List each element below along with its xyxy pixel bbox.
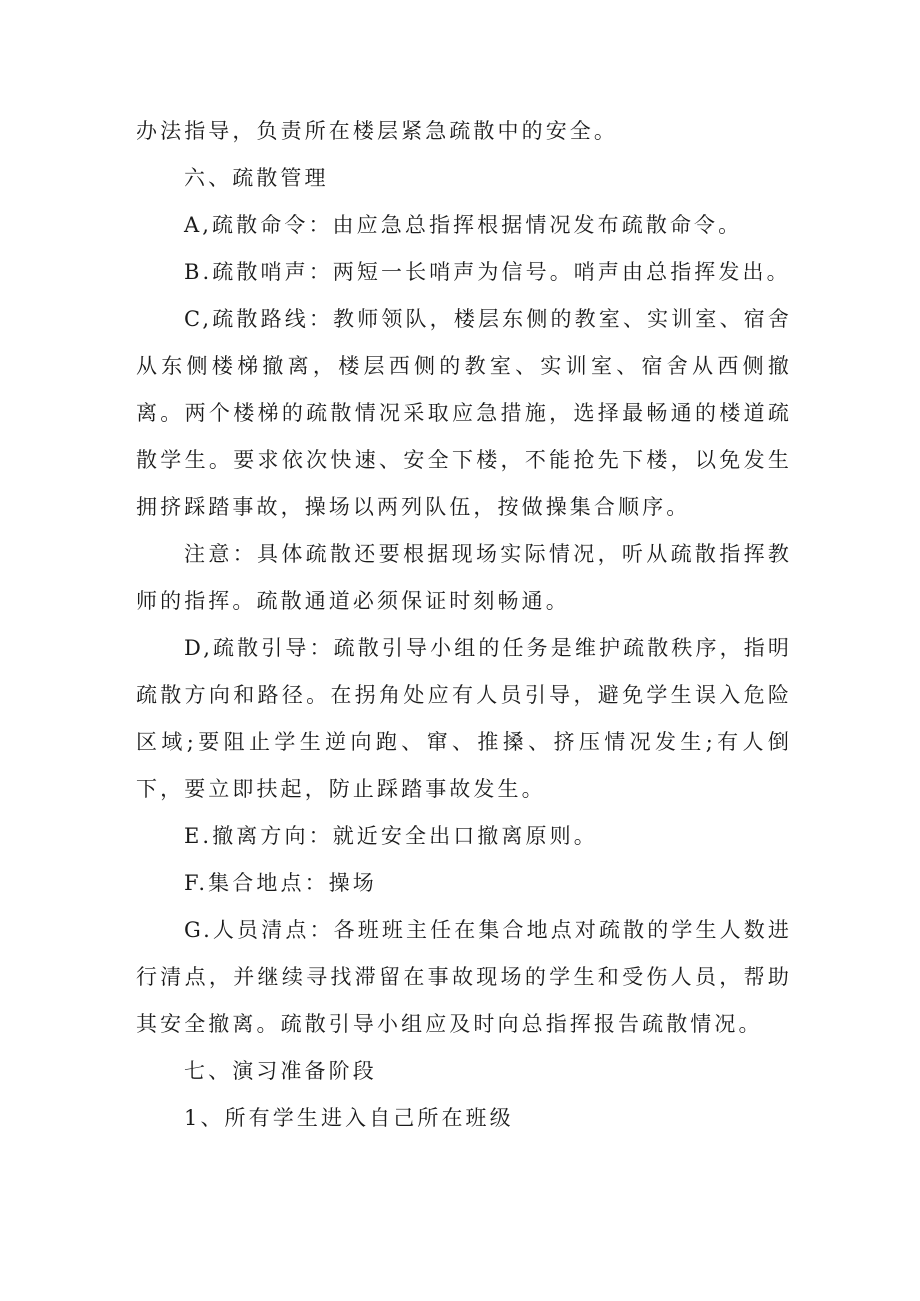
paragraph-assembly-point: F.集合地点：操场 <box>184 871 377 895</box>
paragraph-continuation: 办法指导，负责所在楼层紧急疏散中的安全。 <box>136 119 618 143</box>
paragraph-headcount: G.人员清点：各班班主任在集合地点对疏散的学生人数进行清点，并继续寻找滞留在事故现场的学生和受伤人员，帮助其安全撤离。疏散引导小组应及时向总指挥报告疏散情况。 <box>136 918 792 1036</box>
paragraph-evacuation-whistle: B.疏散哨声：两短一长哨声为信号。哨声由总指挥发出。 <box>184 260 791 284</box>
section-heading-evacuation-management: 六、疏散管理 <box>184 166 329 190</box>
document-body <box>136 108 792 1142</box>
paragraph-evacuation-guidance: D,疏散引导：疏散引导小组的任务是维护疏散秩序，指明疏散方向和路径。在拐角处应有人员引导，避免学生误入危险区域;要阻止学生逆向跑、窜、推搡、挤压情况发生;有人倒下，要立即扶起，防止踩踏事故发生。 <box>136 636 792 801</box>
paragraph-evacuation-order: A,疏散命令：由应急总指挥根据情况发布疏散命令。 <box>184 213 743 237</box>
paragraph-evacuation-direction: E.撤离方向：就近安全出口撤离原则。 <box>184 824 598 848</box>
paragraph-evacuation-route: C,疏散路线：教师领队，楼层东侧的教室、实训室、宿舍从东侧楼梯撤离，楼层西侧的教室、实训室、宿舍从西侧撤离。两个楼梯的疏散情况采取应急措施，选择最畅通的楼道疏散学生。要求依次快速、安全下楼，不能抢先下楼，以免发生拥挤踩踏事故，操场以两列队伍，按做操集合顺序。 <box>136 307 792 519</box>
list-item-students-to-class: 1、所有学生进入自己所在班级 <box>184 1106 514 1130</box>
section-heading-drill-preparation: 七、演习准备阶段 <box>184 1059 377 1083</box>
paragraph-note: 注意：具体疏散还要根据现场实际情况，听从疏散指挥教师的指挥。疏散通道必须保证时刻畅通。 <box>136 542 792 613</box>
